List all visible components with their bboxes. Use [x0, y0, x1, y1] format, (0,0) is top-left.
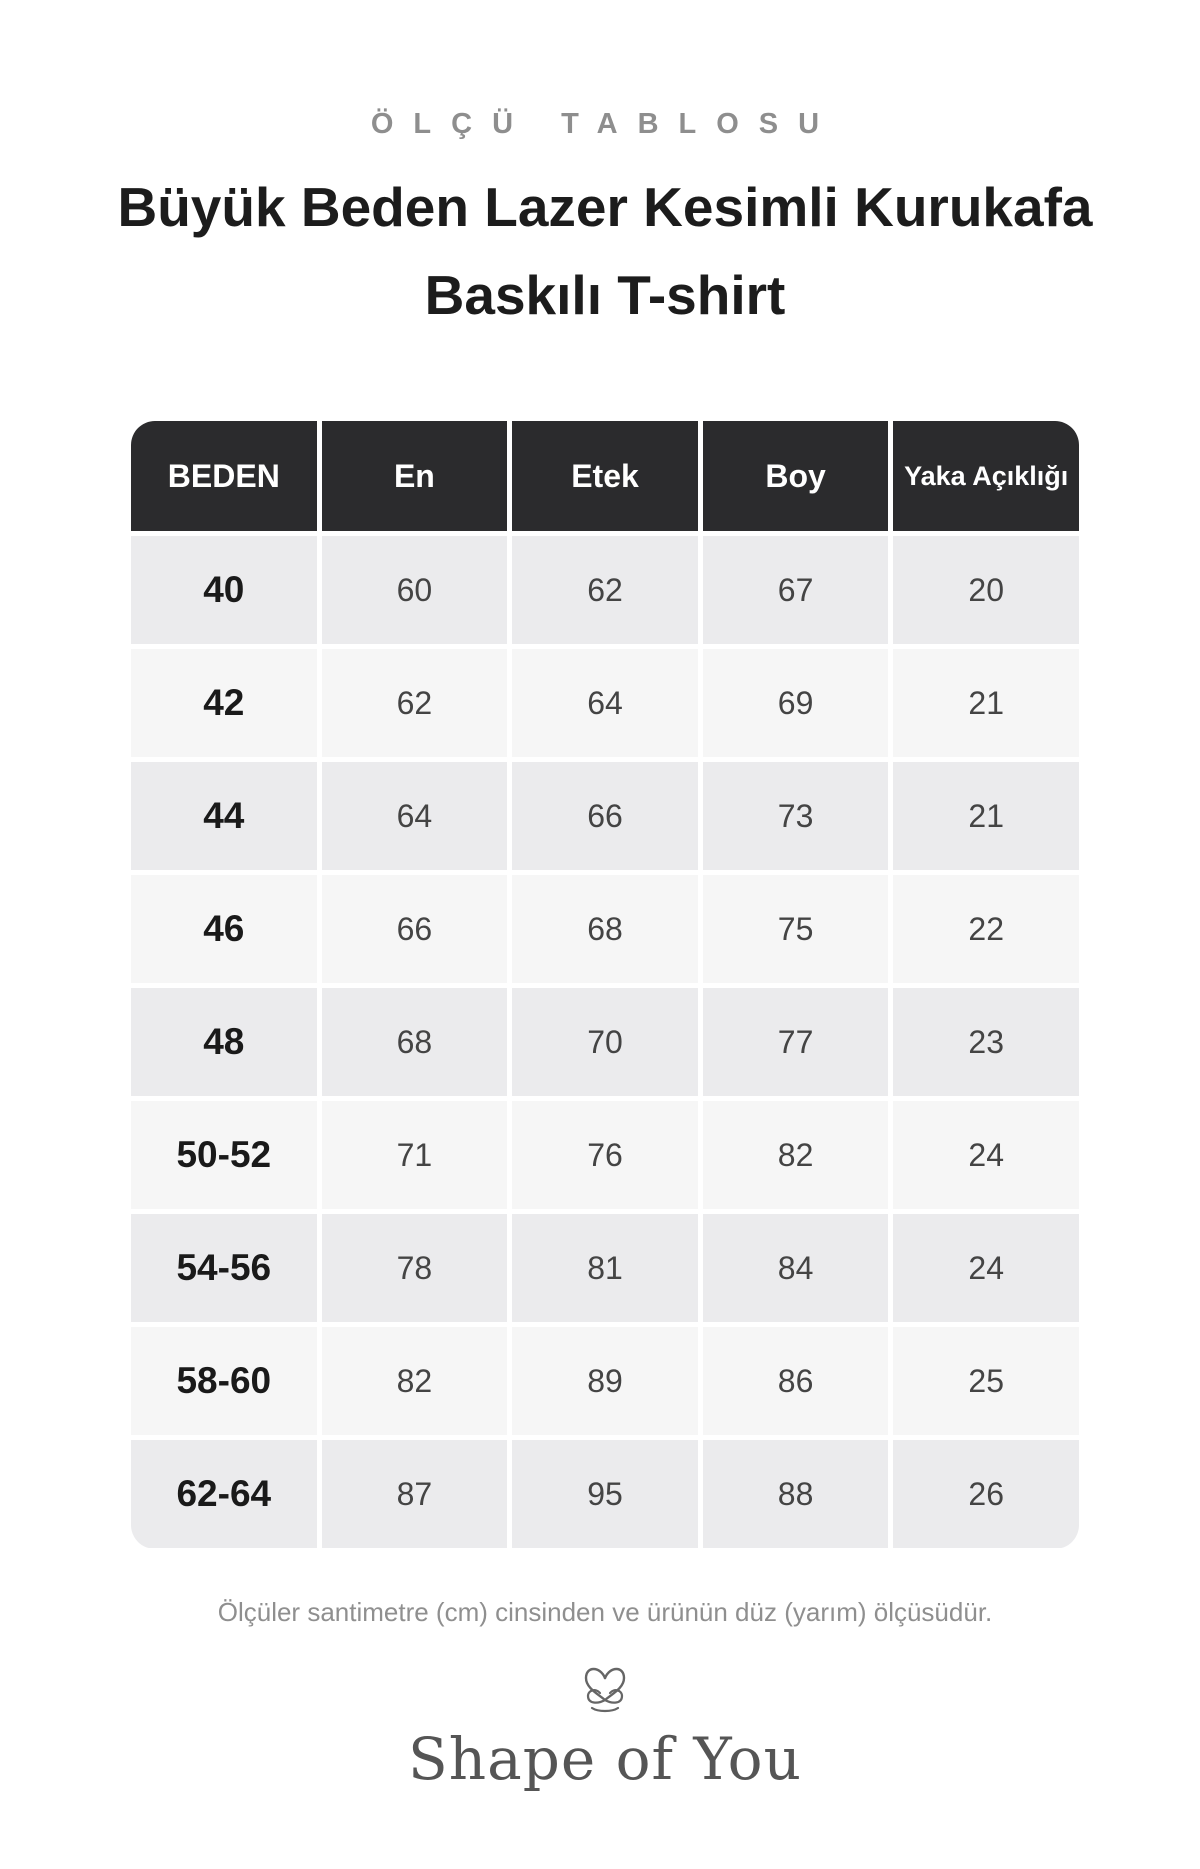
size-cell: 42 — [131, 649, 317, 757]
boy-cell: 69 — [703, 649, 889, 757]
etek-cell: 62 — [512, 536, 698, 644]
size-cell: 48 — [131, 988, 317, 1096]
table-row — [131, 536, 1079, 644]
measurement-note: Ölçüler santimetre (cm) cinsinden ve ürünün düz (yarım) ölçüsüdür. — [217, 1597, 993, 1627]
en-cell: 66 — [322, 875, 508, 983]
size-cell: 50-52 — [131, 1101, 317, 1209]
en-cell: 78 — [322, 1214, 508, 1322]
title-line-2: Baskılı T-shirt — [424, 264, 786, 326]
table-row — [131, 1440, 1079, 1548]
boy-cell: 82 — [703, 1101, 889, 1209]
en-cell: 68 — [322, 988, 508, 1096]
yaka-cell: 25 — [893, 1327, 1079, 1435]
table-row — [131, 762, 1079, 870]
etek-cell: 70 — [512, 988, 698, 1096]
etek-cell: 89 — [512, 1327, 698, 1435]
chart-label: ÖLÇÜ TABLOSU — [370, 108, 840, 140]
size-cell: 58-60 — [131, 1327, 317, 1435]
en-cell: 64 — [322, 762, 508, 870]
page-title — [60, 163, 1150, 339]
title-line-1: Büyük Beden Lazer Kesimli Kurukafa — [117, 176, 1093, 238]
table-header-row — [131, 421, 1079, 531]
column-header-boy: Boy — [703, 421, 889, 531]
boy-cell: 75 — [703, 875, 889, 983]
yaka-cell: 24 — [893, 1214, 1079, 1322]
etek-cell: 64 — [512, 649, 698, 757]
yaka-cell: 22 — [893, 875, 1079, 983]
yaka-cell: 21 — [893, 762, 1079, 870]
yaka-cell: 21 — [893, 649, 1079, 757]
etek-cell: 76 — [512, 1101, 698, 1209]
brand-logo-text: Shape of You — [408, 1725, 802, 1793]
column-header-en: En — [322, 421, 508, 531]
column-header-yaka-acikligi: Yaka Açıklığı — [893, 421, 1079, 531]
en-cell: 71 — [322, 1101, 508, 1209]
yaka-cell: 23 — [893, 988, 1079, 1096]
en-cell: 60 — [322, 536, 508, 644]
boy-cell: 67 — [703, 536, 889, 644]
table-row — [131, 649, 1079, 757]
table-row — [131, 988, 1079, 1096]
boy-cell: 77 — [703, 988, 889, 1096]
boy-cell: 86 — [703, 1327, 889, 1435]
table-row — [131, 1214, 1079, 1322]
size-cell: 62-64 — [131, 1440, 317, 1548]
hearts-logo-icon — [574, 1660, 636, 1718]
etek-cell: 81 — [512, 1214, 698, 1322]
table-row — [131, 1101, 1079, 1209]
yaka-cell: 24 — [893, 1101, 1079, 1209]
en-cell: 62 — [322, 649, 508, 757]
etek-cell: 68 — [512, 875, 698, 983]
size-cell: 46 — [131, 875, 317, 983]
size-table-grid — [131, 421, 1079, 1549]
etek-cell: 66 — [512, 762, 698, 870]
yaka-cell: 26 — [893, 1440, 1079, 1548]
en-cell: 82 — [322, 1327, 508, 1435]
size-cell: 40 — [131, 536, 317, 644]
boy-cell: 73 — [703, 762, 889, 870]
yaka-cell: 20 — [893, 536, 1079, 644]
size-cell: 44 — [131, 762, 317, 870]
column-header-beden: BEDEN — [131, 421, 317, 531]
table-row — [131, 875, 1079, 983]
column-header-etek: Etek — [512, 421, 698, 531]
etek-cell: 95 — [512, 1440, 698, 1548]
en-cell: 87 — [322, 1440, 508, 1548]
table-body — [131, 536, 1079, 1548]
size-cell: 54-56 — [131, 1214, 317, 1322]
size-table — [131, 421, 1079, 1549]
boy-cell: 88 — [703, 1440, 889, 1548]
table-row — [131, 1327, 1079, 1435]
boy-cell: 84 — [703, 1214, 889, 1322]
